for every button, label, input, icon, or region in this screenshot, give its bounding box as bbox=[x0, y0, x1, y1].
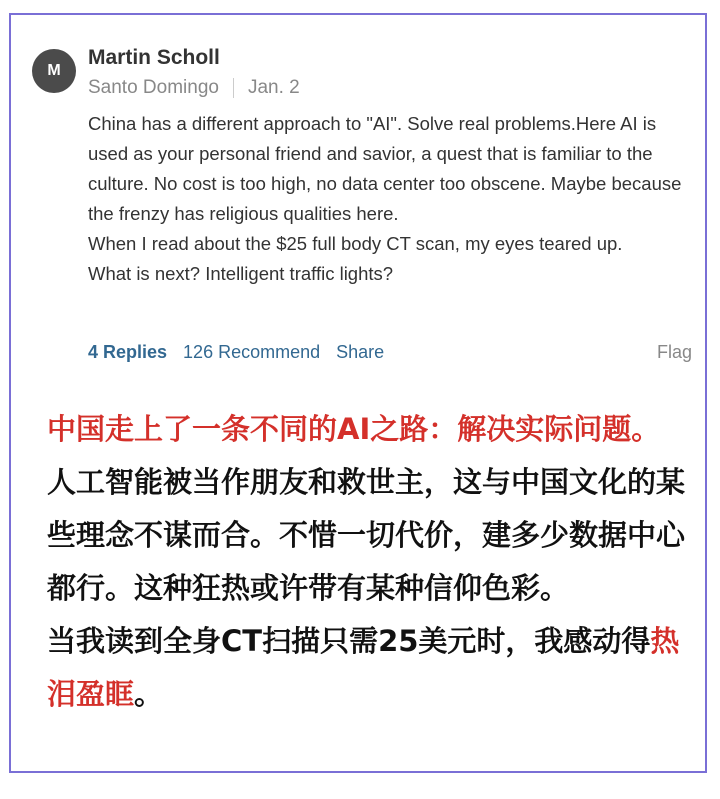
author-name[interactable]: Martin Scholl bbox=[88, 46, 220, 69]
comment-card bbox=[9, 13, 707, 773]
comment-paragraph: China has a different approach to "AI". Solve real problems.Here AI is used as your personal friend and savior, a quest that is familiar to the culture. No cost is too high, no data center too obscene. Maybe because the frenzy has religious qualities here. bbox=[88, 113, 682, 224]
author-location: Santo Domingo bbox=[88, 77, 219, 98]
recommend-button[interactable]: 126 Recommend bbox=[183, 342, 321, 362]
chinese-translation bbox=[47, 403, 687, 721]
comment-date: Jan. 2 bbox=[247, 77, 300, 98]
meta-divider bbox=[233, 78, 234, 98]
translation-text: 。 bbox=[134, 677, 164, 711]
comment-body bbox=[88, 109, 700, 289]
comment-meta bbox=[88, 77, 300, 99]
translation-text: 人工智能被当作朋友和救世主，这与中国文化的某些理念不谋而合。不惜一切代价，建多少数据中心都行。这种狂热或许带有某种信仰色彩。 bbox=[47, 465, 686, 605]
flag-button[interactable]: Flag bbox=[656, 342, 692, 362]
comment-actions bbox=[88, 342, 692, 363]
avatar-initial: M bbox=[47, 62, 61, 79]
comment-paragraph: When I read about the $25 full body CT scan, my eyes teared up. bbox=[88, 233, 623, 254]
comment-paragraph: What is next? Intelligent traffic lights? bbox=[88, 263, 394, 284]
avatar[interactable] bbox=[32, 49, 76, 93]
replies-link[interactable]: 4 Replies bbox=[88, 342, 168, 362]
translation-highlight: 热泪盈眶 bbox=[47, 624, 680, 711]
share-button[interactable]: Share bbox=[336, 342, 385, 362]
translation-text: 当我读到全身CT扫描只需25美元时，我感动得 bbox=[47, 624, 651, 658]
translation-highlight: 中国走上了一条不同的AI之路：解决实际问题。 bbox=[47, 412, 661, 446]
